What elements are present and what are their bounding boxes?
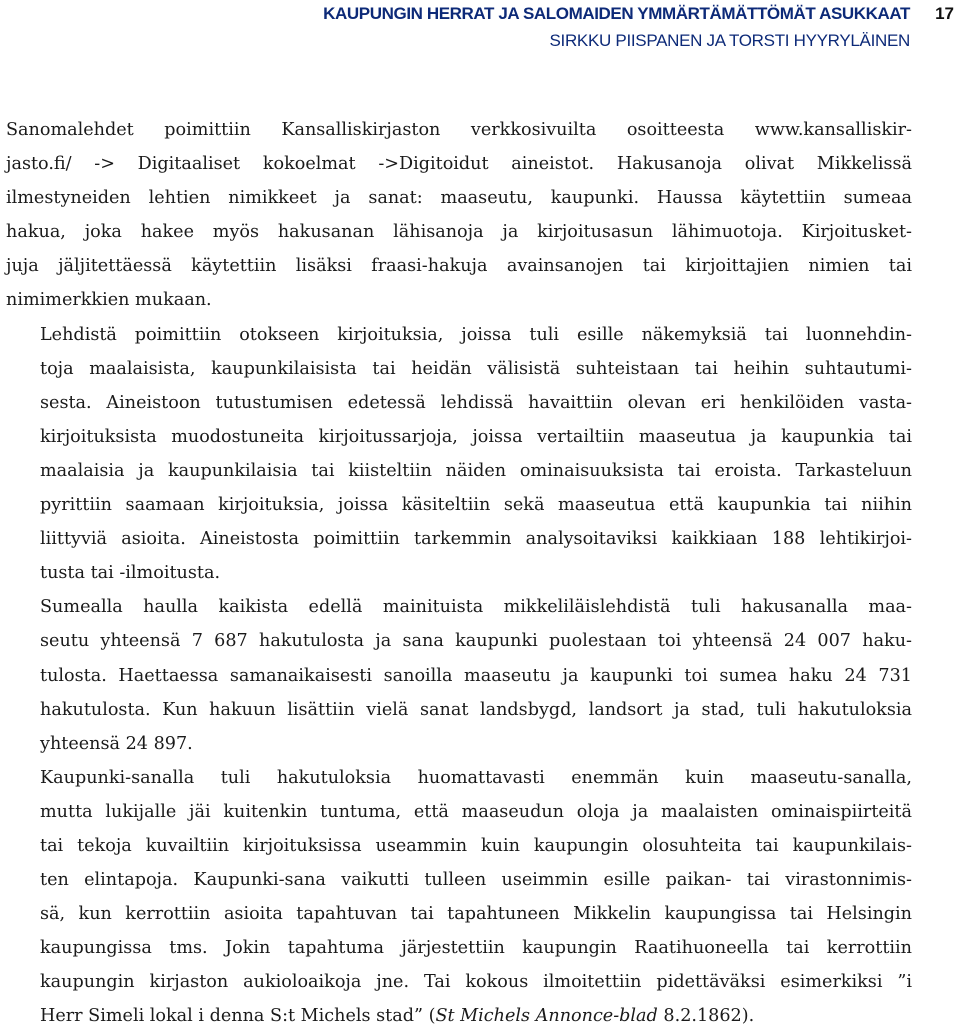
text-line: jasto.fi/ -> Digitaaliset kokoelmat ->Digitoidut aineistot. Hakusanoja olivat Mikkelissä — [6, 154, 912, 175]
source-title: St Michels Annonce-blad — [435, 1006, 658, 1027]
running-title: KAUPUNGIN HERRAT JA SALOMAIDEN YMMÄRTÄMÄTTÖMÄT ASUKKAAT — [323, 4, 910, 23]
text-line — [6, 999, 912, 1033]
text-line: tai tekoja kuvailtiin kirjoituksissa useammin kuin kaupungin olosuhteita tai kaupunkilais- — [40, 835, 912, 856]
paragraph-2 — [6, 318, 912, 591]
text-line: mutta lukijalle jäi kuitenkin tuntuma, että maaseudun oloja ja maalaisten ominaispiirteitä — [40, 801, 912, 822]
text-line: hakutulosta. Kun hakuun lisättiin vielä sanat landsbygd, landsort ja stad, tuli hakutuloksia — [40, 699, 912, 720]
text-segment: 8.2.1862). — [657, 1006, 755, 1027]
text-line: kaupungissa tms. Jokin tapahtuma järjestettiin kaupungin Raatihuoneella tai kerrottiin — [40, 938, 912, 959]
page-number: 17 — [935, 4, 954, 23]
paragraph-3 — [6, 590, 912, 760]
text-line: seutu yhteensä 7 687 hakutulosta ja sana kaupunki puolestaan toi yhteensä 24 007 haku- — [40, 631, 912, 652]
text-line: kaupungin kirjaston aukioloaikoja jne. Tai kokous ilmoitettiin pidettäväksi esimerkiksi ”i — [40, 972, 912, 993]
text-line: Lehdistä poimittiin otokseen kirjoituksia, joissa tuli esille näkemyksiä tai luonnehdin- — [40, 324, 912, 345]
text-line: pyrittiin saamaan kirjoituksia, joissa käsiteltiin sekä maaseutua että kaupunkia tai niihin — [40, 495, 912, 516]
paragraph-1 — [6, 113, 912, 318]
text-line: liittyviä asioita. Aineistosta poimittiin tarkemmin analysoitaviksi kaikkiaan 188 lehtikirjoi- — [40, 529, 912, 550]
text-line: Sanomalehdet poimittiin Kansalliskirjaston verkkosivuilta osoitteesta www.kansalliskir- — [6, 120, 912, 140]
text-line: Kaupunki-sanalla tuli hakutuloksia huomattavasti enemmän kuin maaseutu-sanalla, — [40, 767, 912, 788]
text-line: toja maalaisista, kaupunkilaisista tai heidän välisistä suhteistaan tai heihin suhtautumi- — [40, 358, 912, 379]
text-line: maalaisia ja kaupunkilaisia tai kiisteltiin näiden ominaisuuksista tai eroista. Tarkasteluun — [40, 460, 912, 481]
text-line: sä, kun kerrottiin asioita tapahtuvan tai tapahtuneen Mikkelin kaupungissa tai Helsingin — [40, 904, 912, 925]
text-line: yhteensä 24 897. — [40, 733, 193, 754]
text-line: juja jäljitettäessä käytettiin lisäksi fraasi-hakuja avainsanojen tai kirjoittajien nimien tai — [6, 256, 912, 277]
text-line: ilmestyneiden lehtien nimikkeet ja sanat: maaseutu, kaupunki. Haussa käytettiin sumeaa — [6, 188, 912, 209]
text-line: Sumealla haulla kaikista edellä mainituista mikkeliläislehdistä tuli hakusanalla maa- — [40, 597, 912, 618]
text-line: ten elintapoja. Kaupunki-sana vaikutti tulleen useimmin esille paikan- tai virastonnimis- — [40, 870, 912, 891]
text-line: nimimerkkien mukaan. — [6, 290, 212, 311]
paragraph-4 — [6, 761, 912, 1034]
running-authors: SIRKKU PIISPANEN JA TORSTI HYYRYLÄINEN — [549, 31, 910, 50]
body-text — [6, 113, 912, 1034]
text-line: sesta. Aineistoon tutustumisen edetessä lehdissä havaittiin olevan eri henkilöiden vasta- — [40, 392, 912, 413]
text-segment: Herr Simeli lokal i denna S:t Michels stad” ( — [40, 1006, 436, 1027]
text-line: kirjoituksista muodostuneita kirjoitussarjoja, joissa vertailtiin maaseutua ja kaupunkia tai — [40, 426, 912, 447]
text-line: hakua, joka hakee myös hakusanan lähisanoja ja kirjoitusasun lähimuotoja. Kirjoitusket- — [6, 222, 912, 243]
text-line: tulosta. Haettaessa samanaikaisesti sanoilla maaseutu ja kaupunki toi sumea haku 24 731 — [40, 665, 912, 686]
running-header — [0, 0, 960, 70]
text-line: tusta tai -ilmoitusta. — [40, 563, 221, 584]
